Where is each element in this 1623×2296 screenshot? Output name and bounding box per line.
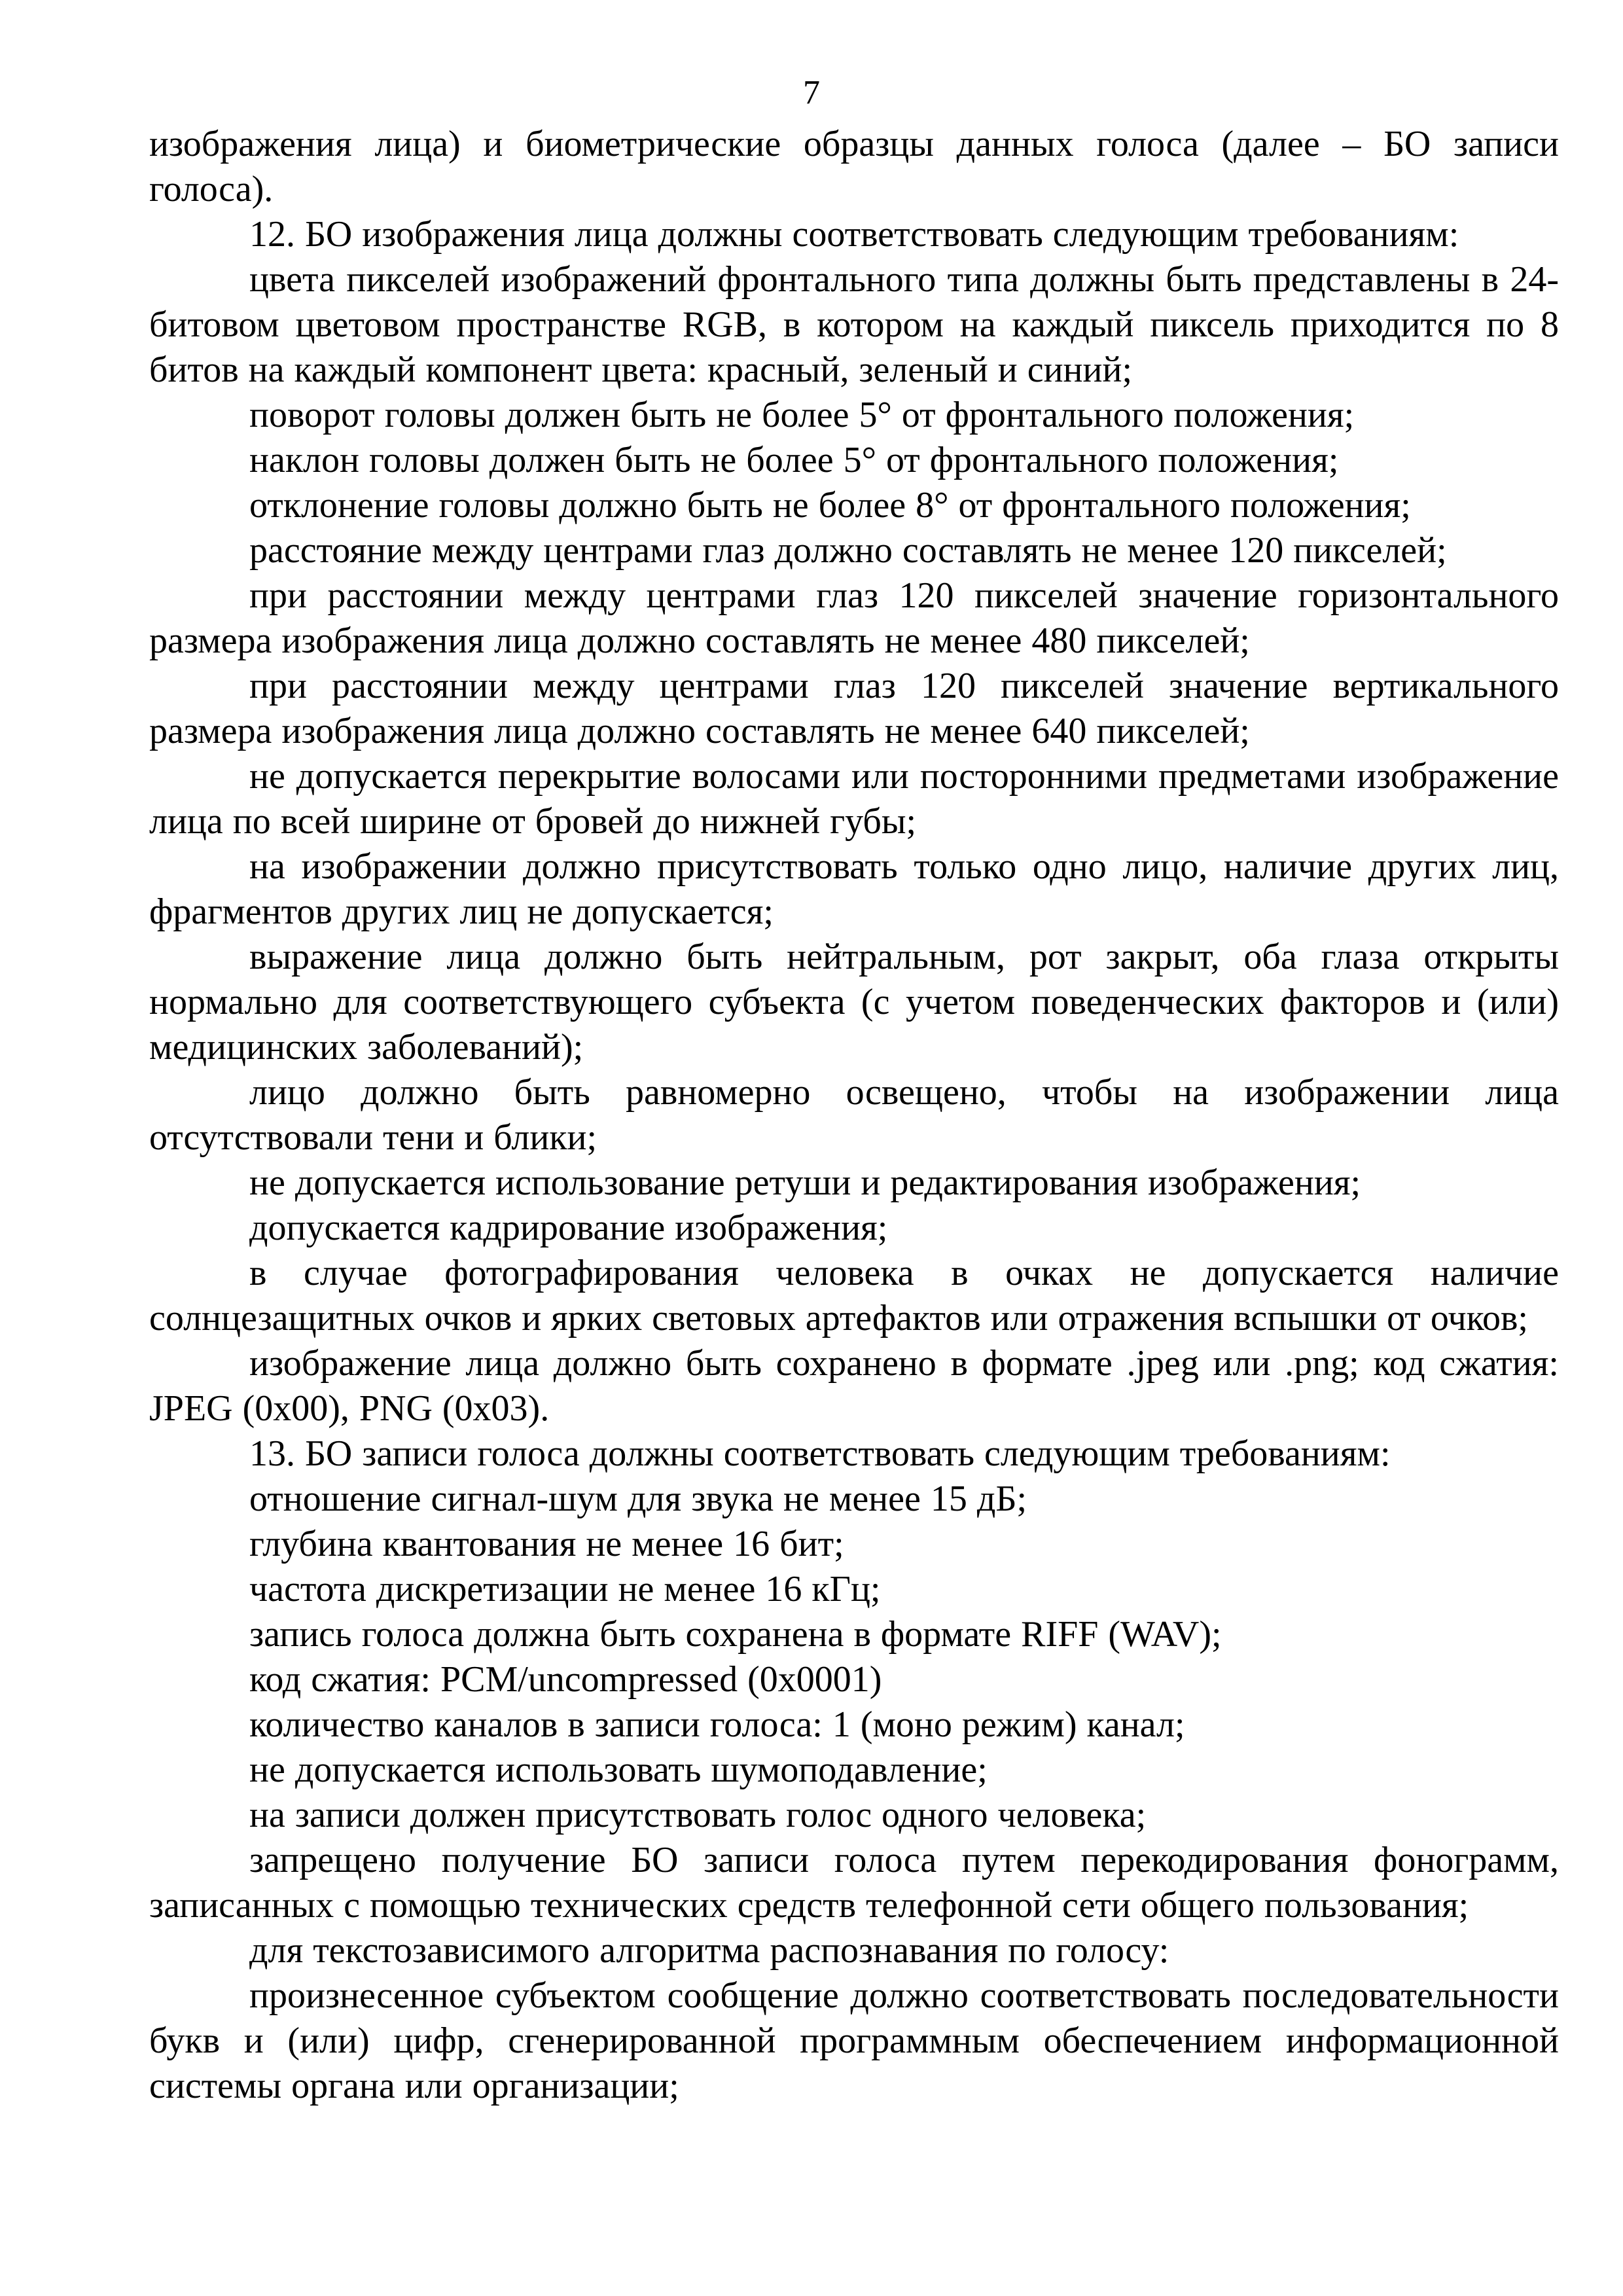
document-body bbox=[149, 122, 1559, 2109]
paragraph: при расстоянии между центрами глаз 120 пикселей значение вертикального размера изображения лица должно составлять не менее 640 пикселей; bbox=[149, 666, 1559, 751]
paragraph: допускается кадрирование изображения; bbox=[249, 1208, 888, 1248]
paragraph: количество каналов в записи голоса: 1 (моно режим) канал; bbox=[249, 1704, 1185, 1745]
paragraph: код сжатия: PCM/uncompressed (0x0001) bbox=[249, 1659, 882, 1700]
paragraph: частота дискретизации не менее 16 кГц; bbox=[249, 1569, 881, 1609]
paragraph: глубина квантования не менее 16 бит; bbox=[249, 1524, 844, 1564]
paragraph: произнесенное субъектом сообщение должно соответствовать последовательности букв и (или) цифр, сгенерированной программным обеспечением информационной системы органа или организации; bbox=[149, 1975, 1559, 2106]
paragraph: поворот головы должен быть не более 5° от фронтального положения; bbox=[249, 395, 1355, 435]
paragraph: 13. БО записи голоса должны соответствовать следующим требованиям: bbox=[249, 1433, 1391, 1474]
paragraph: расстояние между центрами глаз должно составлять не менее 120 пикселей; bbox=[249, 530, 1447, 571]
paragraph: для текстозависимого алгоритма распознавания по голосу: bbox=[249, 1930, 1169, 1971]
paragraph: не допускается использовать шумоподавление; bbox=[249, 1749, 988, 1790]
paragraph: отношение сигнал-шум для звука не менее 15 дБ; bbox=[249, 1479, 1027, 1519]
paragraph: изображение лица должно быть сохранено в формате .jpeg или .png; код сжатия: JPEG (0x00), PNG (0x03). bbox=[149, 1343, 1559, 1429]
paragraph: на записи должен присутствовать голос одного человека; bbox=[249, 1795, 1147, 1835]
paragraph: 12. БО изображения лица должны соответствовать следующим требованиям: bbox=[249, 214, 1459, 255]
paragraph: лицо должно быть равномерно освещено, чтобы на изображении лица отсутствовали тени и блики; bbox=[149, 1072, 1559, 1158]
paragraph: наклон головы должен быть не более 5° от фронтального положения; bbox=[249, 440, 1339, 480]
paragraph: не допускается использование ретуши и редактирования изображения; bbox=[249, 1162, 1361, 1203]
paragraph: не допускается перекрытие волосами или посторонними предметами изображение лица по всей ширине от бровей до нижней губы; bbox=[149, 756, 1559, 842]
page-number: 7 bbox=[803, 74, 820, 111]
paragraph: цвета пикселей изображений фронтального типа должны быть представлены в 24-битовом цветовом пространстве RGB, в котором на каждый пиксель приходится по 8 битов на каждый компонент цвета: красный, зеленый и синий; bbox=[149, 259, 1559, 390]
paragraph: запись голоса должна быть сохранена в формате RIFF (WAV); bbox=[249, 1614, 1222, 1655]
paragraph: выражение лица должно быть нейтральным, рот закрыт, оба глаза открыты нормально для соответствующего субъекта (с учетом поведенческих факторов и (или) медицинских заболеваний); bbox=[149, 937, 1559, 1067]
paragraph: на изображении должно присутствовать только одно лицо, наличие других лиц, фрагментов других лиц не допускается; bbox=[149, 846, 1559, 932]
paragraph: изображения лица) и биометрические образцы данных голоса (далее – БО записи голоса). bbox=[149, 124, 1559, 209]
paragraph: запрещено получение БО записи голоса путем перекодирования фонограмм, записанных с помощью технических средств телефонной сети общего пользования; bbox=[149, 1840, 1559, 1926]
paragraph: в случае фотографирования человека в очках не допускается наличие солнцезащитных очков и ярких световых артефактов или отражения вспышки от очков; bbox=[149, 1253, 1559, 1338]
paragraph: отклонение головы должно быть не более 8° от фронтального положения; bbox=[249, 485, 1411, 526]
paragraph: при расстоянии между центрами глаз 120 пикселей значение горизонтального размера изображения лица должно составлять не менее 480 пикселей; bbox=[149, 575, 1559, 661]
